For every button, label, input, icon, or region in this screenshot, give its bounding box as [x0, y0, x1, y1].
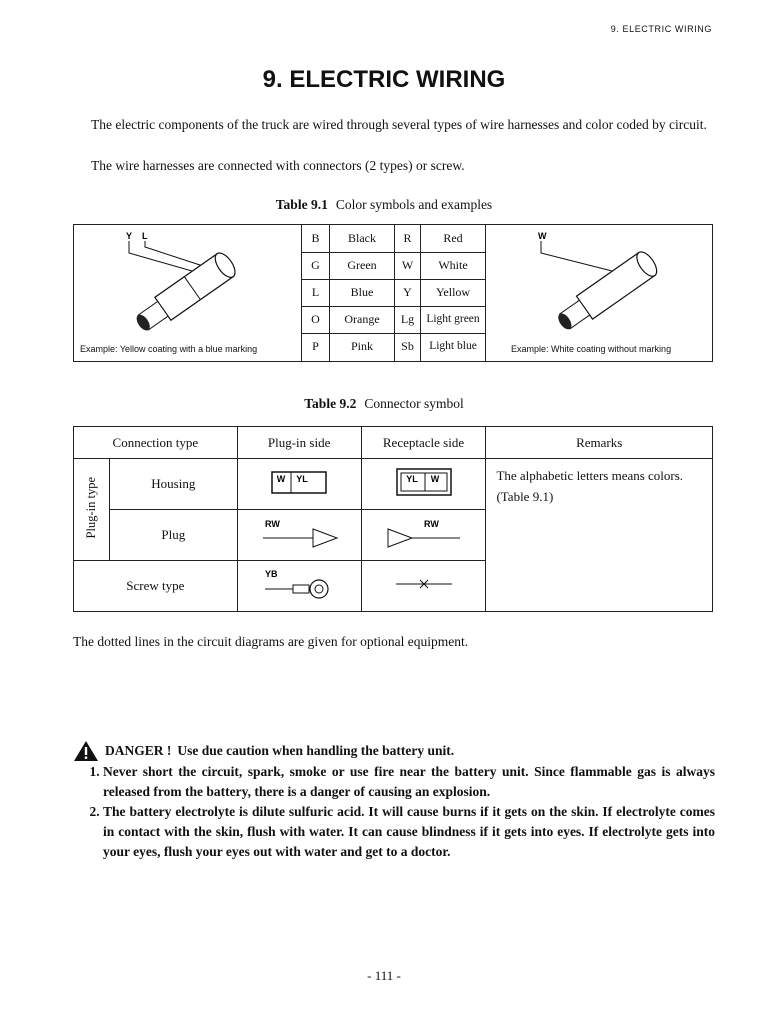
header-remarks: Remarks: [486, 427, 713, 459]
housing-receptacle-symbol-icon: [394, 466, 454, 498]
color-code-cell: Lg: [400, 312, 415, 326]
optional-equipment-note: The dotted lines in the circuit diagrams are given for optional equipment.: [73, 634, 469, 649]
danger-label: DANGER !: [105, 743, 172, 758]
running-header: 9. ELECTRIC WIRING: [610, 24, 712, 34]
danger-item-1: 1. Never short the circuit, spark, smoke or use fire near the battery unit. Since flammable gas is always released from the battery, there is a danger of causing an explosion.: [103, 762, 715, 802]
intro-paragraph-2: The wire harnesses are connected with connectors (2 types) or screw.: [91, 158, 465, 173]
color-name-cell: Green: [347, 258, 377, 272]
color-code-cell: O: [311, 312, 320, 326]
housing-receptacle-code-2: W: [430, 474, 439, 484]
table-9-1-label: Table 9.1: [275, 197, 328, 212]
color-code-cell: R: [403, 231, 412, 245]
remarks-cell: The alphabetic letters means colors. (Table 9.1): [486, 459, 713, 612]
color-name-cell: Red: [443, 231, 463, 245]
screw-receptacle-symbol-icon: [392, 574, 456, 594]
danger-item-2: 2. The battery electrolyte is dilute sulfuric acid. It will cause burns if it gets on the skin. If electrolyte comes in contact with the skin, flush with water. It can cause blindness if it gets into eyes. If electrolyte gets into your eyes, flush your eyes out with water and get to a doctor.: [103, 802, 715, 862]
color-name-cell: White: [438, 258, 468, 272]
color-name-cell: Orange: [344, 312, 380, 326]
housing-plug-symbol-icon: [269, 468, 329, 496]
housing-receptacle-code-1: YL: [405, 474, 418, 484]
table-9-2-title: Connector symbol: [364, 396, 464, 411]
row-housing-label: Housing: [109, 459, 237, 510]
color-name-cell: Blue: [350, 285, 374, 299]
warning-triangle-icon: [73, 740, 99, 762]
color-name-cell: Yellow: [435, 285, 471, 299]
danger-list: [73, 762, 715, 862]
plug-symbol-icon: [257, 517, 341, 549]
page-title: 9. ELECTRIC WIRING: [262, 66, 506, 93]
plug-in-type-label: Plug-in type: [83, 476, 98, 539]
table-9-2-caption: [0, 396, 768, 412]
plug-receptacle-code: RW: [423, 519, 439, 529]
danger-text: Use due caution when handling the battery unit.: [177, 743, 455, 758]
page-number: - 111 -: [367, 968, 401, 983]
color-code-cell: G: [311, 258, 320, 272]
color-name-cell: Light blue: [429, 340, 477, 352]
color-code-cell: W: [401, 258, 414, 272]
color-name-cell: Light green: [426, 313, 480, 325]
wire-label-l: L: [142, 231, 148, 241]
housing-plug-code-2: YL: [296, 474, 308, 484]
wire-label-y: Y: [126, 231, 133, 241]
table-9-2-label: Table 9.2: [304, 396, 357, 411]
row-screw-type-label: Screw type: [74, 561, 238, 612]
plug-receptacle-symbol-icon: [382, 517, 466, 549]
color-symbols-table: [73, 224, 713, 362]
header-plug-in-side: Plug-in side: [237, 427, 361, 459]
color-code-cell: P: [312, 339, 319, 353]
color-code-cell: L: [311, 285, 320, 299]
color-code-cell: Y: [403, 285, 412, 299]
wire-example-yellow-blue-icon: [74, 225, 300, 347]
intro-paragraph-1: The electric components of the truck are wired through several types of wire harnesses and color coded by circuit.: [91, 117, 707, 132]
wire-label-w: W: [538, 231, 547, 241]
row-plug-label: Plug: [109, 510, 237, 561]
header-receptacle-side: Receptacle side: [361, 427, 486, 459]
danger-heading: [73, 740, 715, 762]
color-name-cell: Pink: [350, 339, 373, 353]
wire-example-white-icon: [486, 225, 712, 347]
example-right-caption: Example: White coating without marking: [511, 344, 672, 354]
header-connection-type: Connection type: [74, 427, 238, 459]
table-9-1-caption: [0, 197, 768, 213]
color-code-cell: Sb: [401, 339, 414, 353]
color-code-cell: B: [311, 231, 320, 245]
color-name-cell: Black: [348, 231, 376, 245]
danger-block: [73, 740, 715, 862]
housing-plug-code-1: W: [276, 474, 286, 484]
connector-symbol-table: [73, 426, 713, 612]
screw-terminal-symbol-icon: [259, 567, 339, 601]
plug-code: RW: [265, 519, 280, 529]
screw-code: YB: [265, 569, 278, 579]
example-left-caption: Example: Yellow coating with a blue marking: [80, 344, 258, 354]
table-9-1-title: Color symbols and examples: [335, 197, 493, 212]
